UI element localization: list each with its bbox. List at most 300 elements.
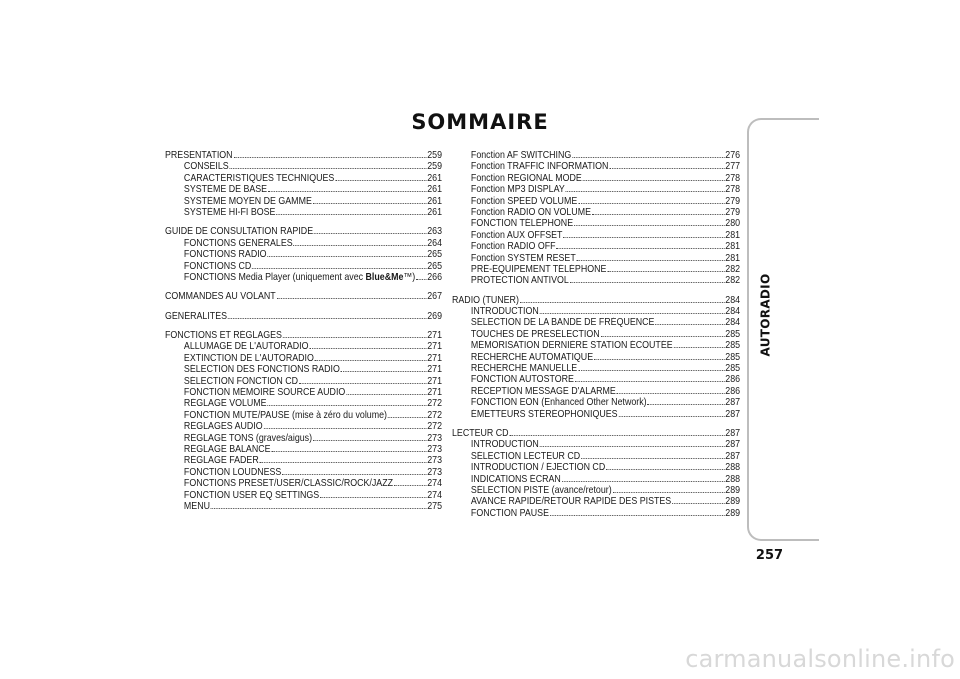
toc-page-number: 288 [725,462,741,474]
toc-entry-label [184,410,387,421]
toc-entry-text: CONSEILS [183,161,229,173]
toc-entry-label [452,295,519,306]
toc-dot-leader [655,317,724,325]
toc-entry-label [165,330,282,341]
toc-entry-text: SÉLECTION FONCTION CD [183,375,299,387]
toc-entry-text: TOUCHES DE PRÉSÉLECTION [470,328,600,340]
toc-entry-label [184,364,340,375]
toc-dot-leader [550,508,725,516]
toc-entry-label [184,261,251,272]
toc-page-number: 284 [725,294,741,306]
toc-dot-leader [566,184,725,192]
toc-entry [452,184,740,195]
toc-dot-leader [314,226,426,234]
toc-entry-label [471,150,571,161]
toc-entry-label [471,374,574,385]
toc-entry [452,374,740,385]
toc-entry-label [471,451,580,462]
toc-dot-leader [540,439,725,447]
toc-entry-text: INTRODUCTION / ÉJECTION CD [470,462,606,474]
toc-page-number: 265 [427,260,443,272]
toc-entry-label [471,496,671,507]
toc-section-entry [165,150,442,161]
toc-entry-label [471,241,556,252]
toc-entry-label [184,161,229,172]
toc-entry-label [184,376,298,387]
toc-entry-text: RÉGLAGE TONS (graves/aigus) [183,432,313,444]
toc-dot-leader [570,275,725,283]
toc-entry-label [184,353,314,364]
toc-dot-leader [260,455,427,463]
toc-entry [452,264,740,275]
toc-dot-leader [583,173,725,181]
toc-entry [452,150,740,161]
toc-entry [165,184,442,195]
toc-dot-leader [233,150,426,158]
toc-page-number: 285 [725,351,741,363]
toc-entry-text: PROTECTION ANTIVOL [470,275,569,287]
toc-dot-leader [601,329,725,337]
toc-dot-leader [509,428,724,436]
toc-page-number: 289 [725,507,741,519]
toc-entry-text: FONCTIONS GÉNÉRALES [183,237,293,249]
toc-dot-leader [592,207,725,215]
toc-entry-brand: Blue&Me [365,271,404,283]
toc-page-number: 289 [725,484,741,496]
toc-entry-label [471,409,618,420]
toc-dot-leader [313,196,427,204]
toc-entry-text: FONCTIONS CD [183,260,252,272]
toc-page-number: 287 [725,450,741,462]
toc-page-number: 271 [427,341,443,353]
toc-entry-text: SÉLECTION DE LA BANDE DE FRÉQUENCE [470,317,655,329]
toc-entry-label [471,196,577,207]
toc-entry-text: SYSTÈME MOYEN DE GAMME [183,195,312,207]
toc-dot-leader [268,184,426,192]
toc-dot-leader [672,496,724,504]
toc-dot-leader [283,330,427,338]
toc-entry [165,444,442,455]
toc-entry-label [184,238,293,249]
toc-entry-label [471,386,616,397]
toc-page-number: 261 [427,184,443,196]
toc-entry-text: FONCTION LOUDNESS [183,466,282,478]
toc-page-number: 263 [427,226,443,238]
toc-entry-text: Fonction REGIONAL MODE [470,172,582,184]
toc-entry-text: SYSTÈME DE BASE [183,184,268,196]
toc-page-number: 259 [427,161,443,173]
toc-entry-text: AVANCE RAPIDE/RETOUR RAPIDE DES PISTES [470,496,672,508]
toc-entry-label [184,196,312,207]
toc-entry [165,353,442,364]
toc-entry-text: INDICATIONS ÉCRAN [470,473,561,485]
toc-entry [452,161,740,172]
toc-section-entry [165,311,442,322]
toc-entry [452,496,740,507]
toc-dot-leader [267,398,426,406]
toc-entry-label [471,397,647,408]
toc-entry-text: Fonction SPEED VOLUME [470,195,578,207]
toc-entry-label [184,249,267,260]
toc-entry [165,261,442,272]
toc-dot-leader [609,161,724,169]
toc-entry [165,467,442,478]
toc-page-number: 287 [725,397,741,409]
toc-dot-leader [578,196,724,204]
toc-page-number: 269 [427,310,443,322]
toc-entry-text: ÉMETTEURS STÉRÉOPHONIQUES [470,408,618,420]
toc-page-number: 284 [725,306,741,318]
toc-entry [165,421,442,432]
toc-entry-text: Fonction MP3 DISPLAY [470,184,565,196]
toc-entry [452,485,740,496]
toc-entry-label [471,474,561,485]
toc-entry-text: ALLUMAGE DE L'AUTORADIO [183,341,309,353]
toc-page-number: 281 [725,252,741,264]
toc-right-column [452,150,740,519]
toc-entry-label [471,485,612,496]
toc-entry [165,490,442,501]
toc-page-number: 275 [427,500,443,512]
toc-entry [165,249,442,260]
toc-page-number: 277 [725,161,741,173]
toc-section-entry [165,291,442,302]
toc-page-number: 285 [725,340,741,352]
toc-entry [165,410,442,421]
toc-page-number: 284 [725,317,741,329]
toc-entry-text: FONCTION TÉLÉPHONE [470,218,574,230]
toc-page-number: 285 [725,328,741,340]
toc-entry [165,173,442,184]
toc-dot-leader [320,490,426,498]
toc-section-entry [452,295,740,306]
toc-page-number: 282 [725,263,741,275]
toc-entry-text: RECHERCHE AUTOMATIQUE [470,351,594,363]
toc-dot-leader [252,261,426,269]
toc-entry [452,306,740,317]
toc-entry [452,439,740,450]
toc-entry-text: SÉLECTION LECTEUR CD [470,450,581,462]
toc-dot-leader [647,397,724,405]
toc-entry-text: Fonction AF SWITCHING [470,150,572,161]
toc-entry [165,207,442,218]
toc-entry-text: RECHERCHE MANUELLE [470,363,578,375]
toc-entry-label [165,311,227,322]
toc-page-number: 287 [725,408,741,420]
toc-page-number: 279 [725,195,741,207]
toc-dot-leader [581,451,724,459]
toc-page-number: 286 [725,374,741,386]
toc-entry-label [471,508,549,519]
toc-dot-leader [607,264,724,272]
toc-entry-text: FONCTIONS ET RÉGLAGES [165,330,282,342]
toc-dot-leader [674,340,725,348]
toc-entry [165,364,442,375]
toc-entry-text: PRÉSENTATION [165,150,233,161]
toc-entry-label [184,490,319,501]
toc-dot-leader [606,462,724,470]
toc-entry-text: FONCTIONS PRESET/USER/CLASSIC/ROCK/JAZZ [183,478,394,490]
toc-entry-text: INTRODUCTION [470,439,539,451]
toc-entry-label [471,184,565,195]
toc-entry [452,329,740,340]
toc-page-number: 274 [427,489,443,501]
toc-entry [452,173,740,184]
toc-entry-label [184,398,267,409]
toc-entry-label [471,207,591,218]
toc-page-number: 288 [725,473,741,485]
toc-entry [165,398,442,409]
toc-entry [452,207,740,218]
toc-page-number: 282 [725,275,741,287]
toc-entry-label [471,462,605,473]
toc-dot-leader [556,241,724,249]
toc-entry [452,275,740,286]
page-title: SOMMAIRE [411,110,549,134]
toc-entry-label [471,317,655,328]
toc-entry-label [184,387,345,398]
toc-entry-label [184,467,281,478]
toc-entry-label [471,264,606,275]
toc-page-number: 285 [725,363,741,375]
toc-entry [165,478,442,489]
toc-dot-leader [277,291,427,299]
toc-entry-label [184,421,263,432]
toc-entry-text: FONCTION MUTE/PAUSE (mise à zéro du volume) [183,409,387,421]
toc-entry [165,238,442,249]
toc-entry-text: COMMANDES AU VOLANT [165,291,276,303]
toc-entry [452,230,740,241]
toc-entry-text: RADIO (TUNER) [452,294,519,306]
toc-dot-leader [388,410,427,418]
toc-dot-leader [520,295,725,303]
toc-page-number: 266 [427,271,443,283]
toc-entry [165,196,442,207]
toc-dot-leader [228,311,427,319]
toc-entry-text: RÉCEPTION MESSAGE D'ALARME [470,385,616,397]
toc-page-number: 271 [427,375,443,387]
toc-page-number: 278 [725,184,741,196]
toc-dot-leader [394,478,427,486]
toc-entry-label [471,329,600,340]
toc-entry [165,433,442,444]
toc-entry-text: Fonction SYSTEM RESET [470,252,576,264]
toc-page-number: 287 [725,439,741,451]
toc-section-entry [165,330,442,341]
toc-dot-leader [341,364,427,372]
section-tab-label: AUTORADIO [758,273,772,357]
toc-dot-leader [594,352,724,360]
toc-entry-text: LECTEUR CD [452,427,509,439]
toc-page-number: 276 [725,150,741,161]
toc-entry-text: SYSTÈME HI-FI BOSE [183,206,276,218]
toc-page-number: 286 [725,385,741,397]
toc-entry-label [184,341,309,352]
toc-entry [452,253,740,264]
toc-entry [165,272,442,283]
toc-dot-leader [575,374,725,382]
toc-entry-label [471,352,593,363]
toc-left-column [165,150,442,512]
toc-entry-label [184,207,276,218]
toc-entry-label [184,184,267,195]
toc-entry-text: GUIDE DE CONSULTATION RAPIDE [165,226,314,238]
toc-page-number: 273 [427,443,443,455]
toc-dot-leader [563,230,724,238]
toc-page-number: 272 [427,398,443,410]
toc-entry-label [471,253,576,264]
toc-entry-text: MÉMORISATION DERNIÈRE STATION ÉCOUTÉE [470,340,673,352]
toc-entry-label [471,306,539,317]
toc-entry-text: FONCTION PAUSE [470,507,549,519]
toc-dot-leader [577,253,725,261]
toc-entry [452,386,740,397]
toc-entry [452,397,740,408]
toc-entry-text: EXTINCTION DE L'AUTORADIO [183,352,314,364]
toc-entry-text: FONCTION EON (Enhanced Other Network) [470,397,647,409]
toc-entry [165,161,442,172]
toc-page-number: 278 [725,172,741,184]
toc-entry-label [184,433,312,444]
toc-page-number: 267 [427,291,443,303]
toc-section-entry [452,428,740,439]
toc-entry-text: Fonction TRAFFIC INFORMATION [470,161,609,173]
toc-entry-text: RÉGLAGES AUDIO [183,421,263,433]
toc-dot-leader [562,474,725,482]
toc-entry-text: FONCTION MÉMOIRE SOURCE AUDIO [183,387,346,399]
section-tab-label-wrap [749,250,781,380]
toc-entry-label [471,230,563,241]
toc-dot-leader [346,387,426,395]
toc-dot-leader [574,218,724,226]
toc-entry-text: SÉLECTION PISTE (avance/retour) [470,484,612,496]
toc-entry-text: RÉGLAGE VOLUME [183,398,267,410]
toc-entry [452,462,740,473]
toc-entry-suffix: ™) [403,271,416,283]
toc-entry-label [184,272,415,283]
toc-entry [452,474,740,485]
toc-entry-text: Fonction RADIO OFF [470,241,556,253]
toc-dot-leader [294,238,427,246]
toc-dot-leader [613,485,725,493]
toc-dot-leader [315,353,427,361]
toc-entry-label [471,363,577,374]
toc-entry-label [184,444,271,455]
toc-page-number: 274 [427,478,443,490]
toc-entry [165,387,442,398]
toc-entry [452,508,740,519]
toc-page-number: 271 [427,364,443,376]
toc-entry-label [165,291,276,302]
toc-entry [165,341,442,352]
toc-entry-label [165,226,313,237]
toc-dot-leader [540,306,725,314]
toc-dot-leader [271,444,426,452]
toc-page-number: 279 [725,206,741,218]
toc-entry-label [184,501,210,512]
toc-entry-text: FONCTIONS Media Player (uniquement avec [183,271,366,283]
toc-entry-text: GÉNÉRALITÉS [165,310,228,322]
toc-entry-label [471,275,569,286]
toc-entry-text: SÉLECTION DES FONCTIONS RADIO [183,364,340,376]
toc-entry-label [471,218,573,229]
toc-page-number: 271 [427,387,443,399]
toc-entry [452,196,740,207]
toc-entry [165,501,442,512]
toc-dot-leader [299,376,426,384]
toc-entry-label [471,161,608,172]
toc-page-number: 261 [427,195,443,207]
toc-entry-text: FONCTION USER EQ SETTINGS [183,489,320,501]
toc-entry-text: CARACTÉRISTIQUES TECHNIQUES [183,172,335,184]
toc-dot-leader [230,161,427,169]
toc-entry-text: FONCTION AUTOSTORE [470,374,574,386]
toc-page-number: 273 [427,432,443,444]
toc-dot-leader [617,386,725,394]
toc-entry-text: Fonction AUX OFFSET [470,229,563,241]
toc-dot-leader [276,207,426,215]
toc-entry [452,409,740,420]
toc-entry-label [184,455,259,466]
toc-dot-leader [618,409,724,417]
toc-entry [452,340,740,351]
toc-entry-text: RÉGLAGE BALANCE [183,443,271,455]
page-number: 257 [755,548,784,563]
toc-dot-leader [267,249,426,257]
toc-entry-label [452,428,509,439]
toc-entry [452,317,740,328]
toc-entry-text: PRÉ-ÉQUIPEMENT TÉLÉPHONE [470,263,607,275]
toc-entry-text: MENU [183,500,211,512]
toc-entry [452,451,740,462]
toc-entry-label [471,439,539,450]
toc-dot-leader [416,272,426,280]
toc-entry [452,352,740,363]
toc-page-number: 289 [725,496,741,508]
toc-page-number: 264 [427,237,443,249]
toc-entry-label [165,150,233,161]
toc-page-number: 287 [725,427,741,439]
toc-entry [452,363,740,374]
toc-page-number: 259 [427,150,443,161]
toc-entry [452,241,740,252]
toc-page-number: 261 [427,172,443,184]
toc-entry-label [471,340,673,351]
toc-entry-label [184,478,393,489]
toc-dot-leader [309,341,426,349]
toc-entry [165,376,442,387]
toc-dot-leader [313,433,426,441]
toc-dot-leader [578,363,724,371]
toc-entry-text: Fonction RADIO ON VOLUME [470,206,591,218]
toc-dot-leader [335,173,426,181]
toc-page-number: 280 [725,218,741,230]
toc-entry-label [471,173,582,184]
toc-entry-text: INTRODUCTION [470,306,539,318]
toc-entry-text: RÉGLAGE FADER [183,455,259,467]
toc-page-number: 272 [427,409,443,421]
toc-page-number: 281 [725,229,741,241]
toc-page-number: 273 [427,466,443,478]
toc-page-number: 261 [427,206,443,218]
toc-page-number: 272 [427,421,443,433]
toc-page-number: 271 [427,352,443,364]
toc-entry-label [184,173,334,184]
toc-entry [452,218,740,229]
toc-page-number: 281 [725,241,741,253]
toc-page-number: 271 [427,330,443,342]
watermark: carmanualsonline.info [685,645,955,673]
